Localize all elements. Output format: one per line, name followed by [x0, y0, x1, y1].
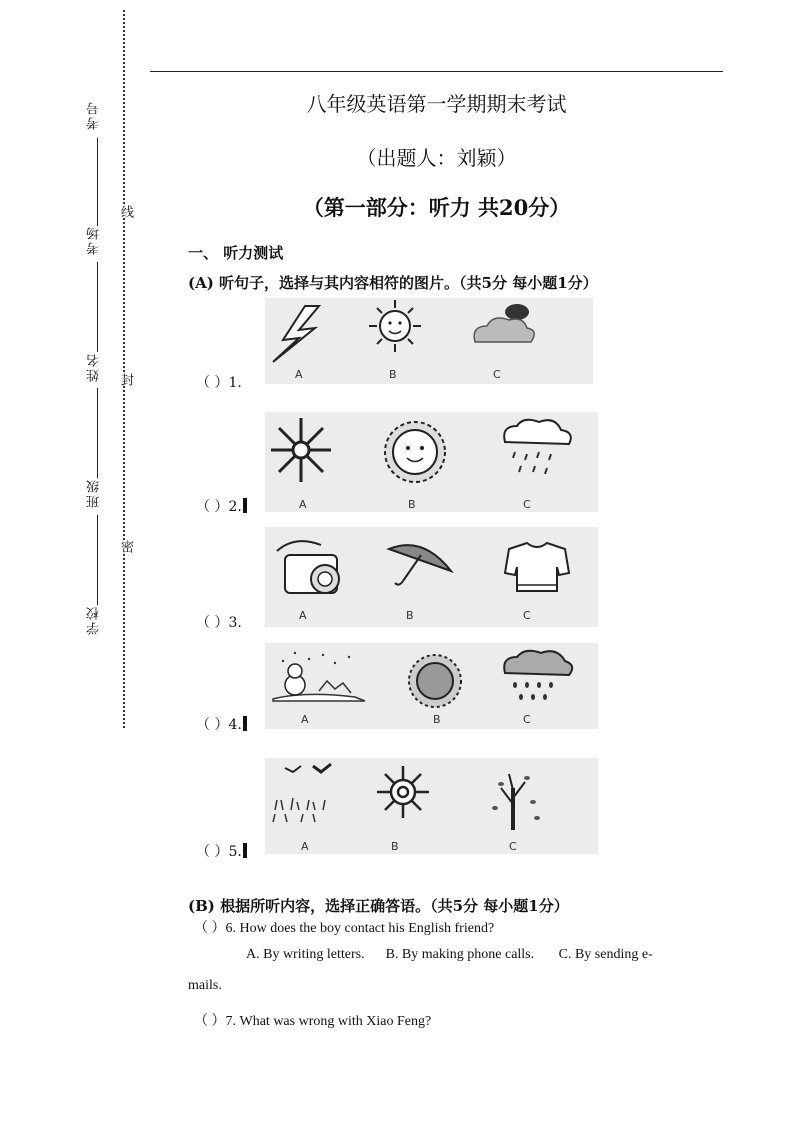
school-label: 学校 — [87, 605, 102, 635]
svg-text:B: B — [389, 368, 397, 381]
sun-icon — [369, 300, 421, 352]
svg-text:B: B — [433, 713, 441, 726]
lightning-icon — [273, 306, 319, 362]
svg-text:C: C — [509, 840, 517, 853]
exam-room-blank — [97, 262, 98, 352]
class-label: 班级 — [87, 478, 102, 508]
sweater-icon — [505, 543, 569, 591]
exam-author: （出题人：刘颖） — [356, 146, 517, 170]
question-6-options: A. By writing letters. B. By making phone calls. C. By sending e- — [246, 947, 653, 962]
exam-title: 八年级英语第一学期期末考试 — [306, 92, 567, 116]
part-title: （第一部分：听力 共20分） — [302, 195, 571, 220]
svg-text:C: C — [523, 713, 531, 726]
name-label: 姓名 — [87, 352, 102, 382]
class-blank — [97, 515, 98, 605]
seal-seal-char: 封 — [118, 373, 133, 386]
exam-number-label: 考号 — [87, 100, 102, 130]
question-1-answer[interactable]: （ ）1. — [196, 375, 242, 391]
question-7[interactable]: （ ）7. What was wrong with Xiao Feng? — [194, 1014, 432, 1029]
header-rule — [150, 71, 723, 72]
umbrella-icon — [389, 545, 451, 585]
autumn-tree-icon — [492, 774, 540, 830]
section-heading: 一、 听力测试 — [188, 244, 284, 262]
exam-room-label: 考场 — [87, 225, 102, 255]
question-6-options-wrap: mails. — [188, 978, 222, 993]
svg-text:A: A — [301, 840, 309, 853]
snowflake-icon — [377, 766, 429, 818]
rain-cloud-icon — [504, 651, 572, 700]
spring-birds-icon — [273, 764, 331, 822]
name-blank — [97, 388, 98, 478]
snowman-icon — [273, 652, 365, 701]
question-4-pictures — [265, 643, 598, 729]
seal-line-char: 线 — [118, 205, 133, 218]
svg-text:B: B — [406, 609, 414, 622]
question-2-pictures — [265, 412, 598, 512]
hot-sun-icon — [385, 422, 445, 482]
snowflake-icon — [271, 418, 331, 482]
svg-text:A: A — [301, 713, 309, 726]
seal-secret-char: 密 — [118, 540, 133, 553]
cloud-icon — [474, 304, 534, 342]
svg-text:A: A — [299, 498, 307, 511]
binding-dotted-line — [123, 10, 125, 728]
svg-text:B: B — [391, 840, 399, 853]
part-a-heading: (A) 听句子，选择与其内容相符的图片。（共5分 每小题1分） — [188, 274, 598, 292]
question-3-answer[interactable]: （ ）3. — [196, 615, 242, 631]
question-4-answer[interactable]: （ ）4. — [196, 714, 247, 734]
svg-text:A: A — [299, 609, 307, 622]
question-6[interactable]: （ ）6. How does the boy contact his English friend? — [194, 921, 495, 936]
question-5-answer[interactable]: （ ）5. — [196, 841, 247, 861]
question-3-pictures — [265, 527, 598, 627]
question-5-pictures — [265, 758, 598, 854]
svg-text:C: C — [493, 368, 501, 381]
rain-cloud-icon — [504, 420, 571, 474]
part-b-heading: (B) 根据所听内容，选择正确答语。（共5分 每小题1分） — [188, 897, 569, 915]
svg-text:C: C — [523, 609, 531, 622]
camera-icon — [277, 541, 339, 593]
question-1-pictures — [265, 298, 593, 384]
sun-icon — [409, 655, 461, 707]
question-2-answer[interactable]: （ ）2. — [196, 496, 247, 516]
exam-number-blank — [97, 138, 98, 226]
svg-text:B: B — [408, 498, 416, 511]
svg-text:A: A — [295, 368, 303, 381]
svg-text:C: C — [523, 498, 531, 511]
